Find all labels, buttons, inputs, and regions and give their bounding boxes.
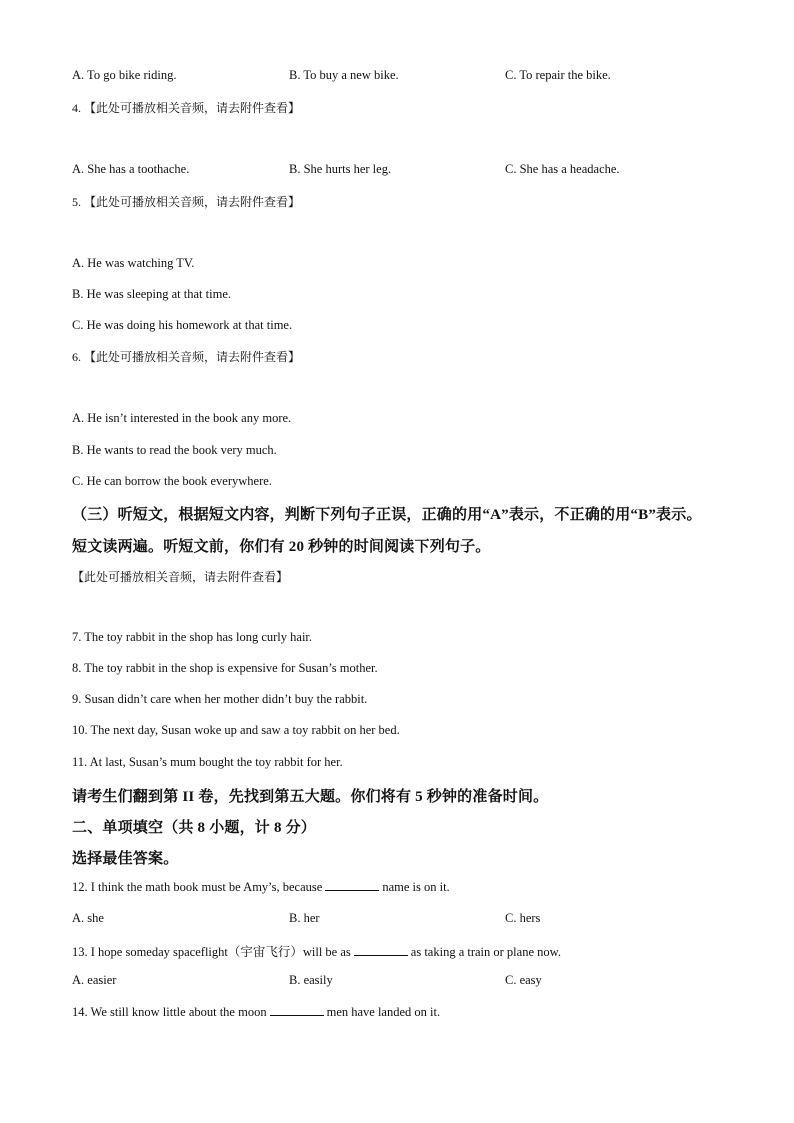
q3-option-b: B. To buy a new bike. (289, 68, 399, 82)
statement-7: 7. The toy rabbit in the shop has long curly hair. (72, 630, 313, 644)
q5-option-b: B. He was sleeping at that time. (72, 287, 231, 301)
q6-option-b: B. He wants to read the book very much. (72, 443, 277, 457)
q6-audio-prompt[interactable]: 6. 【此处可播放相关音频，请去附件查看】 (72, 350, 301, 364)
q12-stem-after: name is on it. (382, 880, 450, 894)
q14-stem (72, 1004, 440, 1020)
q4-option-c: C. She has a headache. (505, 162, 620, 176)
q13-stem-after: as taking a train or plane now. (410, 945, 561, 959)
statement-10: 10. The next day, Susan woke up and saw a toy rabbit on her bed. (72, 723, 400, 737)
section3-heading-line2: 短文读两遍。听短文前，你们有 20 秒钟的时间阅读下列句子。 (72, 539, 491, 555)
section3-audio-prompt[interactable]: 【此处可播放相关音频，请去附件查看】 (72, 570, 289, 584)
q12-option-a: A. she (72, 911, 104, 925)
q13-option-b: B. easily (289, 973, 333, 987)
section3-heading-line1: （三）听短文，根据短文内容，判断下列句子正误，正确的用“A”表示，不正确的用“B”表示。 (72, 507, 702, 523)
q3-option-c: C. To repair the bike. (505, 68, 611, 82)
q5-audio-prompt[interactable]: 5. 【此处可播放相关音频，请去附件查看】 (72, 195, 301, 209)
q13-option-c: C. easy (505, 973, 542, 987)
q4-option-b: B. She hurts her leg. (289, 162, 392, 176)
q12-option-c: C. hers (505, 911, 541, 925)
q12-option-b: B. her (289, 911, 320, 925)
q14-blank (270, 1004, 324, 1016)
q4-options (0, 162, 794, 180)
q14-stem-before: 14. We still know little about the moon (72, 1005, 267, 1019)
statement-9: 9. Susan didn’t care when her mother didn’t buy the rabbit. (72, 692, 368, 706)
q3-option-a: A. To go bike riding. (72, 68, 177, 82)
q12-blank (325, 879, 379, 891)
q4-option-a: A. She has a toothache. (72, 162, 190, 176)
q6-option-c: C. He can borrow the book everywhere. (72, 474, 272, 488)
q13-option-a: A. easier (72, 973, 117, 987)
q12-stem-before: 12. I think the math book must be Amy’s, because (72, 880, 323, 894)
statement-11: 11. At last, Susan’s mum bought the toy rabbit for her. (72, 755, 343, 769)
section2-instruction: 选择最佳答案。 (72, 851, 179, 867)
statement-8: 8. The toy rabbit in the shop is expensive for Susan’s mother. (72, 661, 378, 675)
notice-text: 请考生们翻到第 II 卷，先找到第五大题。你们将有 5 秒钟的准备时间。 (72, 789, 549, 805)
q4-audio-prompt[interactable]: 4. 【此处可播放相关音频，请去附件查看】 (72, 101, 301, 115)
q12-options (0, 911, 794, 929)
q14-stem-after: men have landed on it. (326, 1005, 441, 1019)
section2-title: 二、单项填空（共 8 小题，计 8 分） (72, 820, 317, 836)
q3-options (0, 68, 794, 86)
q5-option-a: A. He was watching TV. (72, 256, 195, 270)
q6-option-a: A. He isn’t interested in the book any more. (72, 411, 292, 425)
q12-stem (72, 879, 450, 895)
q5-option-c: C. He was doing his homework at that time. (72, 318, 293, 332)
q13-blank (354, 944, 408, 956)
q13-stem (72, 942, 561, 960)
q13-options (0, 973, 794, 991)
q13-stem-before: 13. I hope someday spaceflight（宇宙飞行）will be as (72, 945, 351, 959)
